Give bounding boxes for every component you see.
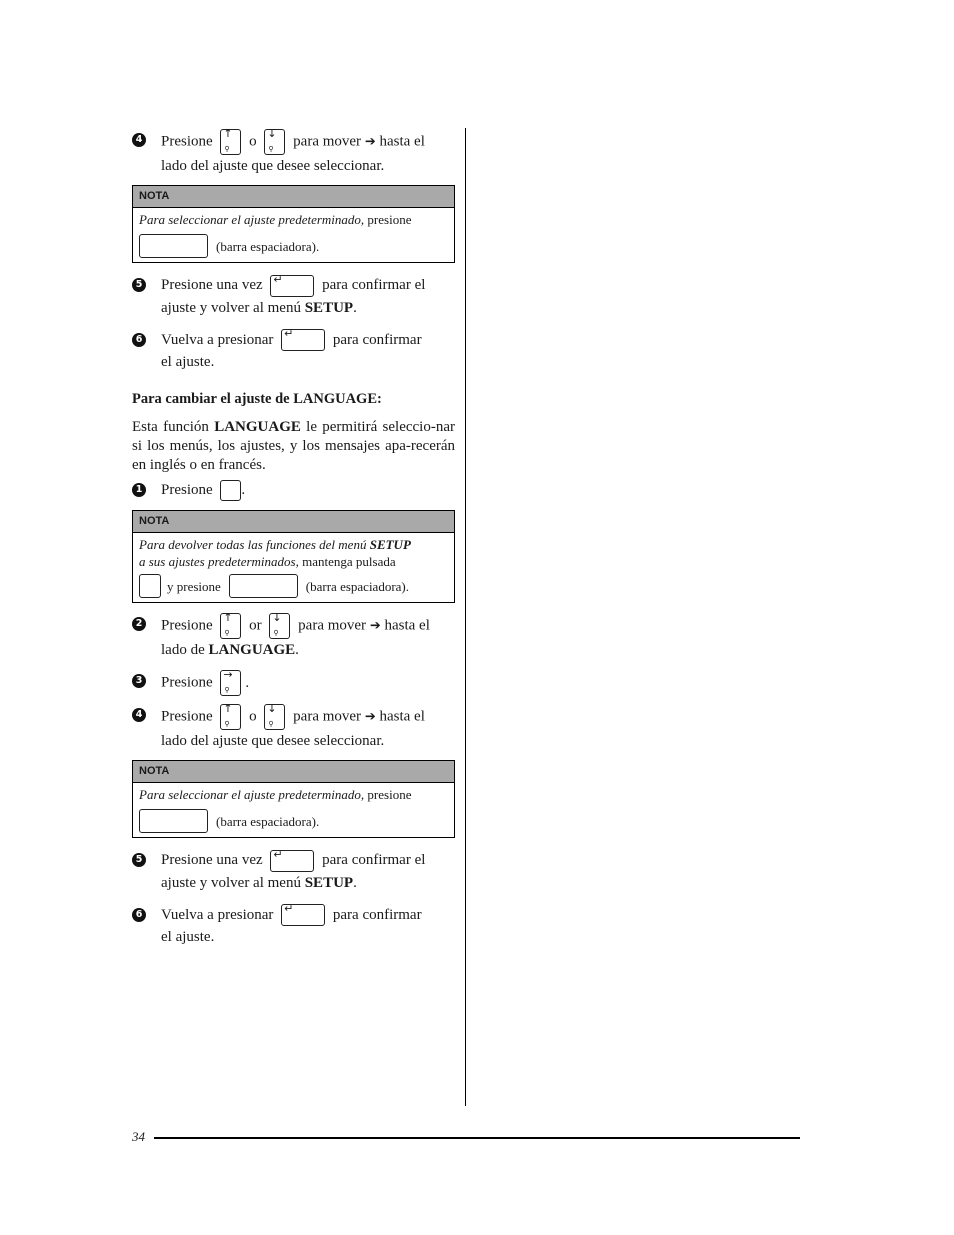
language-function-name: LANGUAGE <box>208 642 296 659</box>
down-arrow-key-icon: ↓ ⚲ <box>264 129 285 155</box>
step-text: Presione <box>161 133 213 150</box>
note-heading: NOTA <box>133 511 454 533</box>
step-text: Presione una vez <box>161 852 263 869</box>
step-text: or <box>249 617 262 634</box>
step-text: el ajuste. <box>161 354 215 371</box>
step-number: 5 <box>132 278 146 292</box>
step-5 <box>132 274 455 319</box>
enter-key-icon: ↵ <box>270 850 314 872</box>
step-text: para confirmar el <box>322 277 426 293</box>
step-number: 2 <box>132 617 146 631</box>
note-italic: Para seleccionar el ajuste predeterminado, <box>139 212 365 227</box>
intro-text: Esta función <box>132 419 215 436</box>
step-text: Presione una vez <box>161 277 263 293</box>
step-number: 6 <box>132 908 146 922</box>
setup-key-icon <box>220 480 241 501</box>
step-3 <box>132 670 455 696</box>
note-text: presione <box>364 787 412 803</box>
page-number: 34 <box>132 1129 145 1144</box>
step-6 <box>132 904 455 949</box>
step-text: . <box>241 482 246 499</box>
up-arrow-key-icon: ↑ ⚲ <box>220 613 241 639</box>
step-4 <box>132 704 455 752</box>
note-heading: NOTA <box>133 186 454 208</box>
note-text: (barra espaciadora). <box>216 238 320 254</box>
step-text: . <box>245 674 250 691</box>
step-text: para mover <box>293 708 362 725</box>
step-text: lado del ajuste que desee seleccionar. <box>161 158 385 174</box>
main-column <box>132 128 455 948</box>
note-italic: Para seleccionar el ajuste predeterminado, <box>139 787 365 803</box>
right-arrow-icon: ➔ <box>364 134 376 150</box>
note-text: mantenga pulsada <box>298 554 396 570</box>
note-heading: NOTA <box>133 761 454 783</box>
column-divider <box>465 128 466 1106</box>
step-text: para confirmar <box>332 906 422 923</box>
step-text: o <box>249 708 257 725</box>
step-number: 1 <box>132 483 146 497</box>
step-text: hasta el <box>379 133 425 150</box>
note-body <box>133 533 454 602</box>
step-text: lado del ajuste que desee seleccionar. <box>161 733 385 750</box>
note-italic: a sus ajustes predeterminados, <box>139 554 299 570</box>
enter-key-icon: ↵ <box>270 275 314 297</box>
up-arrow-key-icon: ↑ ⚲ <box>220 129 241 155</box>
step-number: 4 <box>132 708 146 722</box>
right-arrow-icon: ➔ <box>364 709 376 725</box>
section-heading: Para cambiar el ajuste de LANGUAGE: <box>132 391 382 408</box>
footer-rule <box>154 1137 800 1139</box>
step-6 <box>132 329 455 374</box>
space-bar-key-icon <box>139 809 208 833</box>
step-text: para confirmar el <box>322 852 426 869</box>
step-text: . <box>353 299 357 316</box>
step-text: Presione <box>161 708 213 725</box>
step-number: 5 <box>132 853 146 867</box>
step-text: Presione <box>161 674 213 691</box>
right-arrow-icon: ➔ <box>369 618 381 634</box>
setup-menu-name: SETUP <box>304 299 354 316</box>
step-text: . <box>353 874 357 891</box>
step-text: para mover <box>298 617 367 634</box>
step-text: ajuste y volver al menú <box>161 299 305 316</box>
step-1 <box>132 479 455 501</box>
up-arrow-key-icon: ↑ ⚲ <box>220 704 241 730</box>
step-text: ajuste y volver al menú <box>161 874 305 891</box>
space-bar-key-icon <box>139 234 208 258</box>
down-arrow-key-icon: ↓ ⚲ <box>264 704 285 730</box>
step-text: . <box>295 642 299 659</box>
note-body <box>133 783 454 837</box>
intro-paragraph <box>132 418 455 475</box>
note-body <box>133 208 454 262</box>
step-number: 4 <box>132 133 146 147</box>
step-text: el ajuste. <box>161 929 215 946</box>
step-text: Vuelva a presionar <box>161 906 274 923</box>
note-text: presione <box>364 212 412 227</box>
space-bar-key-icon <box>229 574 298 598</box>
enter-key-icon: ↵ <box>281 904 325 926</box>
step-text: Presione <box>161 617 213 634</box>
step-2 <box>132 613 455 661</box>
setup-menu-name: SETUP <box>369 537 411 553</box>
right-arrow-key-icon: → ⚲ <box>220 670 241 696</box>
note-text: y presione <box>167 578 221 594</box>
step-4 <box>132 129 455 177</box>
note-box <box>132 510 455 603</box>
step-text: hasta el <box>384 617 430 634</box>
step-text: Presione <box>161 482 213 499</box>
language-function-name: LANGUAGE <box>214 419 301 436</box>
step-text: o <box>249 133 257 150</box>
step-text: hasta el <box>379 708 425 725</box>
step-text: lado de <box>161 642 209 659</box>
setup-menu-name: SETUP <box>304 874 354 891</box>
note-box <box>132 185 455 263</box>
down-arrow-key-icon: ↓ ⚲ <box>269 613 290 639</box>
step-5 <box>132 849 455 894</box>
step-number: 3 <box>132 674 146 688</box>
note-text: (barra espaciadora). <box>216 813 320 829</box>
note-box <box>132 760 455 838</box>
step-text: Vuelva a presionar <box>161 331 274 348</box>
intro-text: le permitirá seleccio-nar si los menús, los ajustes, y los mensajes apa-recerán en inglés o en francés. <box>132 419 455 474</box>
enter-key-icon: ↵ <box>281 329 325 351</box>
setup-key-icon <box>139 574 161 598</box>
step-number: 6 <box>132 333 146 347</box>
note-text: (barra espaciadora). <box>305 578 410 594</box>
note-italic: Para devolver todas las funciones del menú <box>139 537 370 553</box>
step-text: para confirmar <box>332 331 422 348</box>
step-text: para mover <box>293 133 362 150</box>
